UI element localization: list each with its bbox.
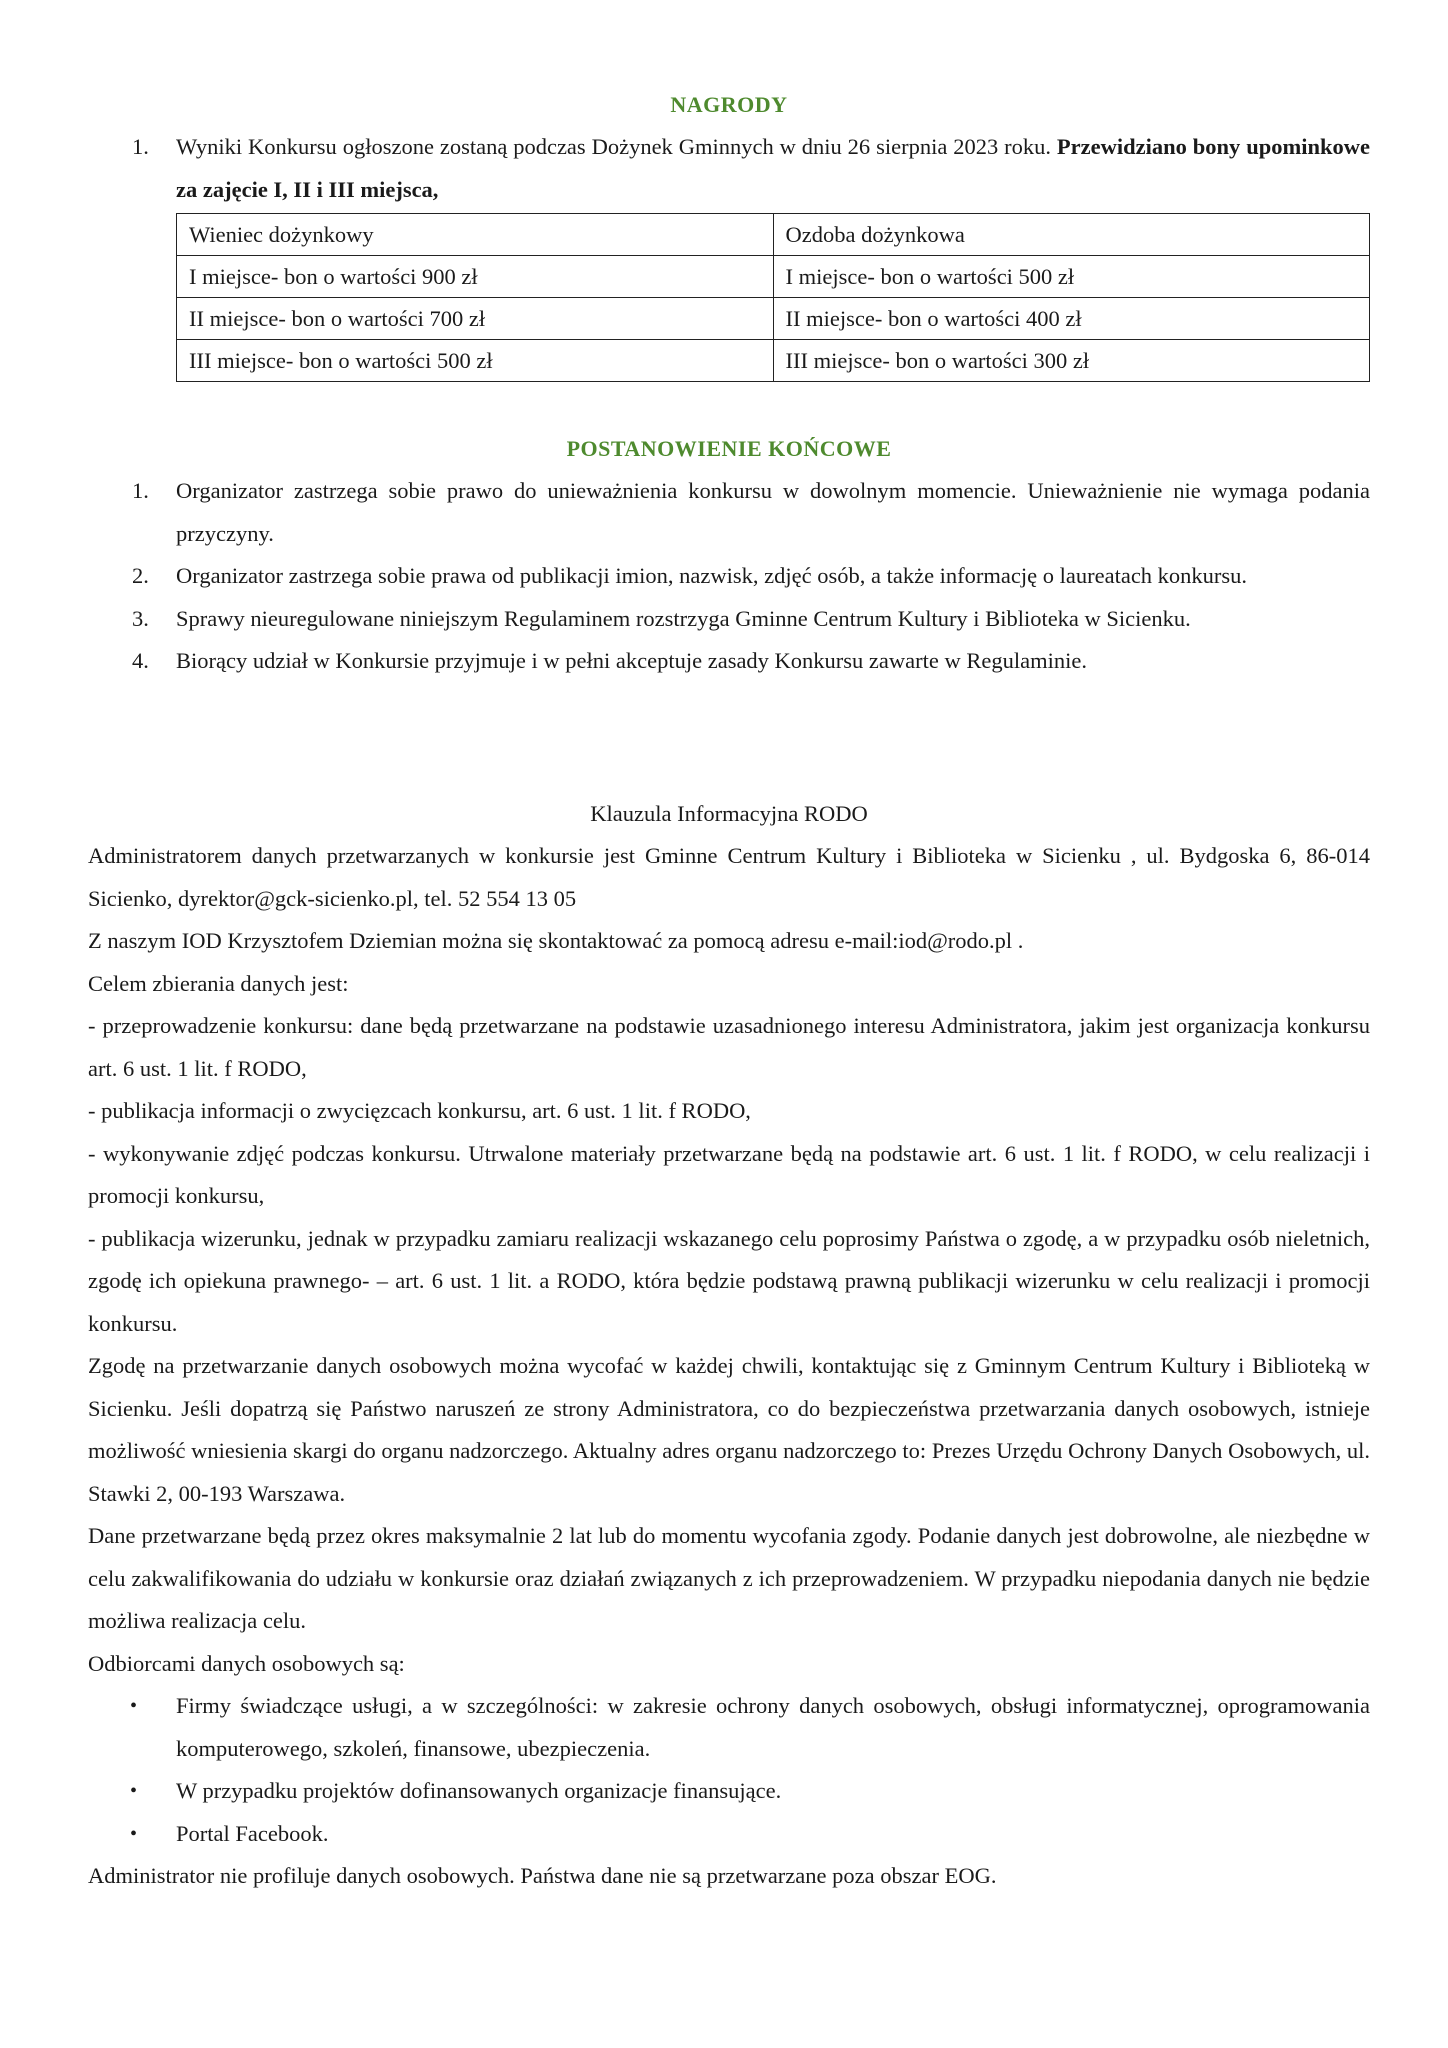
table-row [177, 214, 1370, 256]
table-cell: I miejsce- bon o wartości 900 zł [177, 256, 774, 298]
table-cell: Ozdoba dożynkowa [773, 214, 1370, 256]
rodo-paragraph: - wykonywanie zdjęć podczas konkursu. Utrwalone materiały przetwarzane będą na podstawie art. 6 ust. 1 lit. f RODO, w celu realizacji i promocji konkursu, [88, 1140, 1370, 1208]
rodo-paragraph: Dane przetwarzane będą przez okres maksymalnie 2 lat lub do momentu wycofania zgody. Podanie danych jest dobrowolne, ale niezbędne w celu zakwalifikowania do udziału w konkursie oraz działań związanych z ich przeprowadzeniem. W przypadku niepodania danych nie będzie możliwa realizacja celu. [88, 1523, 1370, 1633]
list-item [88, 1813, 1370, 1856]
rodo-paragraph: Z naszym IOD Krzysztofem Dziemian można się skontaktować za pomocą adresu e-mail:iod@rodo.pl . [88, 928, 1024, 953]
table-cell: Wieniec dożynkowy [177, 214, 774, 256]
nagrody-item-1-text: Wyniki Konkursu ogłoszone zostaną podczas Dożynek Gminnych w dniu 26 sierpnia 2023 roku. [176, 134, 1057, 159]
list-item [88, 1770, 1370, 1813]
list-number: 2. [132, 563, 149, 588]
list-item-text: Organizator zastrzega sobie prawa od publikacji imion, nazwisk, zdjęć osób, a także informację o laureatach konkursu. [176, 563, 1248, 588]
table-cell: III miejsce- bon o wartości 300 zł [773, 340, 1370, 382]
list-item-text: Sprawy nieuregulowane niniejszym Regulaminem rozstrzyga Gminne Centrum Kultury i Biblioteka w Sicienku. [176, 605, 1191, 631]
bullet-icon: • [130, 1780, 138, 1802]
nagrody-heading: NAGRODY [670, 92, 788, 117]
list-item [88, 1685, 1370, 1770]
list-item [88, 640, 1370, 683]
rodo-closing: Administrator nie profiluje danych osobowych. Państwa dane nie są przetwarzane poza obszar EOG. [88, 1863, 997, 1888]
table-cell: I miejsce- bon o wartości 500 zł [773, 256, 1370, 298]
list-number: 4. [132, 648, 149, 673]
list-item-text: Organizator zastrzega sobie prawo do unieważnienia konkursu w dowolnym momencie. Unieważnienie nie wymaga podania przyczyny. [176, 478, 1370, 546]
list-number: 1. [132, 134, 149, 159]
rodo-paragraph: Odbiorcami danych osobowych są: [88, 1650, 405, 1676]
list-item-text: Biorący udział w Konkursie przyjmuje i w pełni akceptuje zasady Konkursu zawarte w Regulaminie. [176, 648, 1087, 673]
rodo-paragraph: - publikacja informacji o zwycięzcach konkursu, art. 6 ust. 1 lit. f RODO, [88, 1098, 751, 1123]
document-page [88, 84, 1370, 1898]
rodo-title: Klauzula Informacyjna RODO [590, 800, 868, 826]
list-item [88, 555, 1370, 598]
table-cell: II miejsce- bon o wartości 700 zł [177, 298, 774, 340]
list-item [88, 598, 1370, 641]
table-row [177, 340, 1370, 382]
postanowienie-heading: POSTANOWIENIE KOŃCOWE [566, 436, 892, 461]
table-cell: II miejsce- bon o wartości 400 zł [773, 298, 1370, 340]
nagrody-item-1-bold: Przewidziano bony upominkowe za zajęcie I, II i III miejsca, [176, 134, 1370, 202]
table-cell: III miejsce- bon o wartości 500 zł [177, 340, 774, 382]
list-item-text: W przypadku projektów dofinansowanych organizacje finansujące. [176, 1778, 782, 1803]
rodo-paragraph: - przeprowadzenie konkursu: dane będą przetwarzane na podstawie uzasadnionego interesu Administratora, jakim jest organizacja konkursu art. 6 ust. 1 lit. f RODO, [88, 1013, 1370, 1081]
rodo-paragraph: Administratorem danych przetwarzanych w konkursie jest Gminne Centrum Kultury i Biblioteka w Sicienku , ul. Bydgoska 6, 86-014 Sicienko, dyrektor@gck-sicienko.pl, tel. 52 554 13 05 [88, 843, 1370, 911]
list-item-text: Firmy świadczące usługi, a w szczególności: w zakresie ochrony danych osobowych, obsługi informatycznej, oprogramowania komputerowego, szkoleń, finansowe, ubezpieczenia. [176, 1693, 1370, 1761]
spacer [88, 382, 1370, 428]
nagrody-item-1 [88, 126, 1370, 211]
recipients-list [88, 1685, 1370, 1855]
rodo-paragraph: - publikacja wizerunku, jednak w przypadku zamiaru realizacji wskazanego celu poprosimy Państwa o zgodę, a w przypadku osób nieletnich, zgodę ich opiekuna prawnego- – art. 6 ust. 1 lit. a RODO, która będzie podstawą prawną publikacji wizerunku w celu realizacji i promocji konkursu. [88, 1225, 1370, 1336]
table-row [177, 256, 1370, 298]
bullet-icon: • [130, 1695, 138, 1717]
table-row [177, 298, 1370, 340]
spacer [88, 683, 1370, 793]
bullet-icon: • [130, 1822, 138, 1845]
nagrody-list [88, 126, 1370, 211]
list-number: 1. [132, 478, 149, 503]
list-item [88, 470, 1370, 555]
postanowienie-list [88, 470, 1370, 683]
list-number: 3. [132, 605, 149, 631]
rodo-paragraph: Celem zbierania danych jest: [88, 970, 349, 996]
list-item-text: Portal Facebook. [176, 1820, 329, 1846]
rodo-paragraph: Zgodę na przetwarzanie danych osobowych można wycofać w każdej chwili, kontaktując się z Gminnym Centrum Kultury i Biblioteką w Sicienku. Jeśli dopatrzą się Państwo naruszeń ze strony Administratora, co do bezpieczeństwa przetwarzania danych osobowych, istnieje możliwość wniesienia skargi do organu nadzorczego. Aktualny adres organu nadzorczego to: Prezes Urzędu Ochrony Danych Osobowych, ul. Stawki 2, 00-193 Warszawa. [88, 1353, 1370, 1506]
prize-table [176, 213, 1370, 382]
